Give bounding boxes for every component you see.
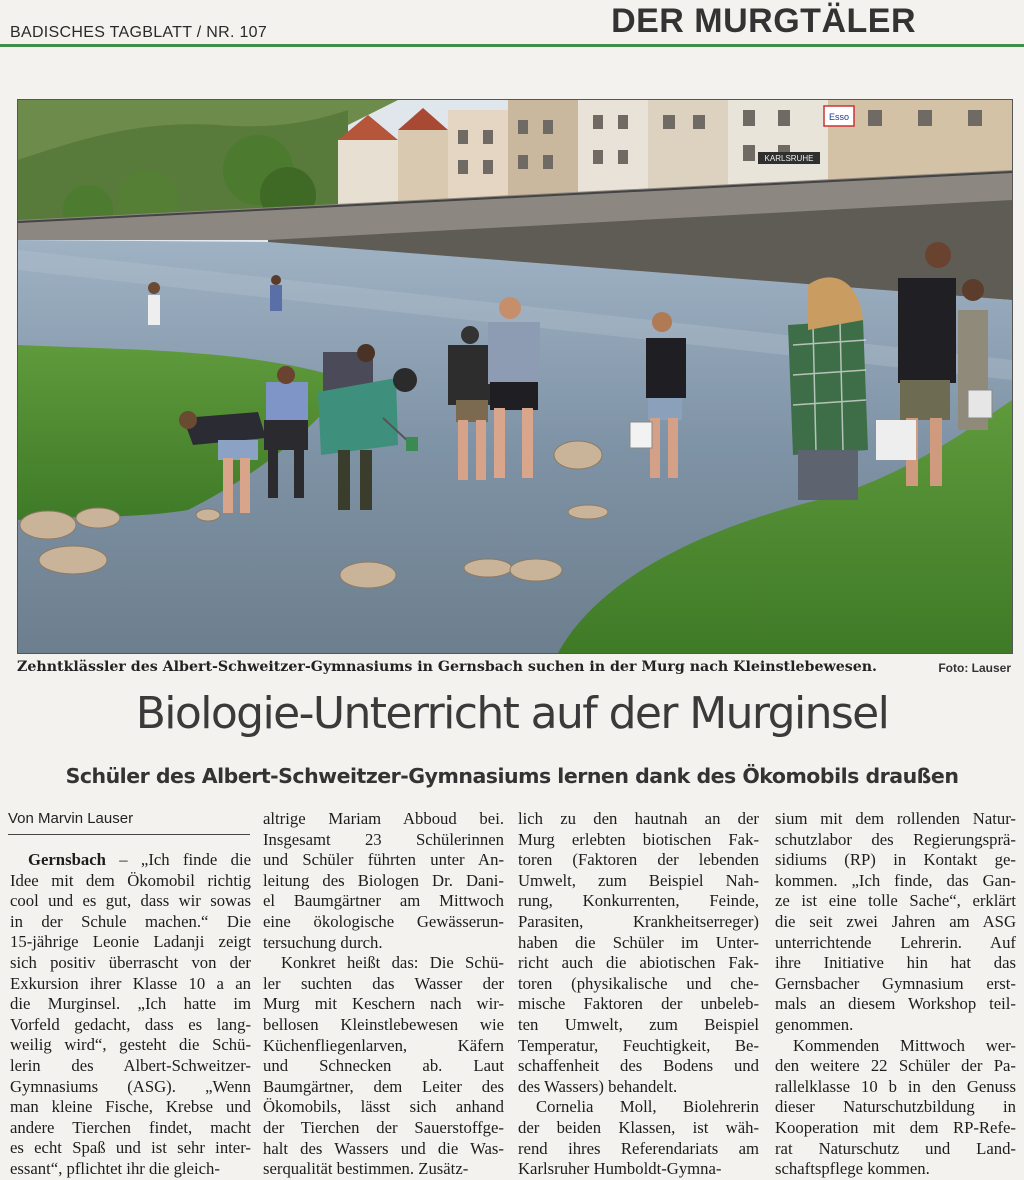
masthead-rule	[0, 44, 1024, 47]
article-line: leitung des Biologen Dr. Dani-	[263, 870, 504, 890]
article-line: rat Naturschutz und Land-	[775, 1138, 1016, 1158]
article-line: rend ihres Referendariats am	[518, 1138, 759, 1158]
article-line	[10, 850, 251, 871]
article-line: sich positiv überrascht von der	[10, 952, 251, 972]
article-line: Kooperation mit dem RP-Refe-	[775, 1117, 1016, 1137]
article-line: lich zu den hautnah an der	[518, 809, 759, 828]
article-line: ihre Initiative hin hat das	[775, 953, 1016, 973]
article-line: 15-jährige Leonie Ladanji zeigt	[10, 932, 251, 952]
article-line: andere Tierchen findet, macht	[10, 1117, 251, 1137]
article-line: der beiden Klassen, ist wäh-	[518, 1117, 759, 1137]
article-line: Parasiten, Krankheitserreger)	[518, 911, 759, 931]
article-line: Temperatur, Feuchtigkeit, Be-	[518, 1035, 759, 1055]
article-line: Baumgärtner, dem Leiter des	[263, 1076, 504, 1096]
byline: Von Marvin Lauser	[8, 810, 250, 835]
article-line: bellosen Kleinstlebewesen wie	[263, 1014, 504, 1034]
article-line: halt des Wassers und die Was-	[263, 1138, 504, 1158]
article-line: Insgesamt 23 Schülerinnen	[263, 829, 504, 849]
article-line: genommen.	[775, 1014, 854, 1034]
article-line: altrige Mariam Abboud bei.	[263, 809, 504, 828]
article-line: Kommenden Mittwoch wer-	[793, 1035, 1016, 1055]
paper-name-issue: BADISCHES TAGBLATT / NR. 107	[10, 24, 268, 41]
article-line: Gymnasiums (ASG). „Wenn	[10, 1076, 251, 1096]
article-photo	[17, 99, 1013, 654]
article-line: tersuchung durch.	[263, 932, 383, 952]
article-line: rung, Konkurrenten, Feinde,	[518, 891, 759, 911]
article-line: Konkret heißt das: Die Schü-	[281, 953, 504, 973]
article-line: cool und es gut, dass wir sowas	[10, 891, 251, 911]
article-line: ten Umwelt, zum Beispiel	[518, 1014, 759, 1034]
article-line: die Murginsel. „Ich hatte im	[10, 994, 251, 1014]
article-line: richt auch die abiotischen Fak-	[518, 953, 759, 973]
article-line: des Wassers) behandelt.	[518, 1076, 678, 1096]
article-line-text: – „Ich finde die	[105, 850, 251, 869]
article-line: schaftspflege kommen.	[775, 1159, 930, 1179]
article-line: essant“, pflichtet ihr die gleich-	[10, 1158, 220, 1178]
article-line: schaffenheit des Bodens und	[518, 1056, 759, 1076]
sign-esso: Esso	[828, 112, 850, 122]
article-line: sium mit dem rollenden Natur-	[775, 809, 1016, 828]
article-line: ler suchten das Wasser der	[263, 973, 504, 993]
article-line: sidiums (RP) in Kontakt ge-	[775, 850, 1016, 870]
headline: Biologie-Unterricht auf der Murginsel	[135, 688, 889, 739]
article-column-1	[10, 850, 251, 1180]
article-line: man kleine Fische, Krebse und	[10, 1097, 251, 1117]
subheadline: Schüler des Albert-Schweitzer-Gymnasiums lernen dank des Ökomobils draußen	[65, 764, 959, 788]
masthead	[0, 0, 1024, 48]
article-line: Murg mit Keschern nach wir-	[263, 994, 504, 1014]
section-title: DER MURGTÄLER	[611, 2, 916, 40]
article-line: mische Faktoren der unbeleb-	[518, 994, 759, 1014]
article-line: toren (Faktoren der lebenden	[518, 850, 759, 870]
article-line: schutzlabor des Regierungsprä-	[775, 829, 1016, 849]
article-line: die seit zwei Jahren am ASG	[775, 911, 1016, 931]
article-line: Gernsbacher Gymnasium erst-	[775, 973, 1016, 993]
article-line: den weitere 22 Schüler der Pa-	[775, 1056, 1016, 1076]
article-line: Karlsruher Humboldt-Gymna-	[518, 1159, 722, 1179]
photo-illustration	[18, 100, 1012, 653]
article-line: lerin des Albert-Schweitzer-	[10, 1055, 251, 1075]
article-line: Umwelt, zum Beispiel Nah-	[518, 870, 759, 890]
photo-caption	[17, 659, 1011, 681]
photo-credit: Foto: Lauser	[938, 661, 1011, 675]
article-line: haben die Schüler im Unter-	[518, 932, 759, 952]
article-line: kommen. „Ich finde, das Gan-	[775, 870, 1016, 890]
caption-text: Zehntklässler des Albert-Schweitzer-Gymnasiums in Gernsbach suchen in der Murg nach Kleinstlebewesen.	[17, 659, 877, 675]
article-line: es echt Spaß und ist sehr inter-	[10, 1138, 251, 1158]
article-line: Cornelia Moll, Biolehrerin	[536, 1097, 759, 1117]
article-line: unterrichtende Lehrerin. Auf	[775, 932, 1016, 952]
article-column-2	[263, 809, 504, 1180]
article-line: Vorfeld gedacht, dass es lang-	[10, 1014, 251, 1034]
article-line: dieser Naturschutzbildung in	[775, 1097, 1016, 1117]
sign-karlsruhe: KARLSRUHE	[764, 154, 814, 163]
article-line: mals an diesem Workshop teil-	[775, 994, 1016, 1014]
article-column-4	[775, 809, 1016, 1180]
article-line: ze ist eine tolle Sache“, erklärt	[775, 891, 1016, 911]
dateline: Gernsbach	[28, 850, 106, 869]
article-line: Exkursion ihrer Klasse 10 a an	[10, 973, 251, 993]
article-line: rallelklasse 10 b in den Genuss	[775, 1076, 1016, 1096]
article-line: toren (physikalische und che-	[518, 973, 759, 993]
article-line: Küchenfliegenlarven, Käfern	[263, 1035, 504, 1055]
article-line: eine ökologische Gewässerun-	[263, 911, 504, 931]
article-line: und Schüler führten unter An-	[263, 850, 504, 870]
article-line: el Baumgärtner am Mittwoch	[263, 891, 504, 911]
article-line: Murg erlebten biotischen Fak-	[518, 829, 759, 849]
article-line: Idee mit dem Ökomobil richtig	[10, 870, 251, 890]
article-line: Ökomobils, lässt sich anhand	[263, 1097, 504, 1117]
article-column-3	[518, 809, 759, 1180]
article-line: serqualität bestimmen. Zusätz-	[263, 1159, 469, 1179]
article-line: und Schnecken ab. Laut	[263, 1056, 504, 1076]
article-line: der Tierchen der Sauerstoffge-	[263, 1117, 504, 1137]
article-line: weilig wird“, gesteht die Schü-	[10, 1035, 251, 1055]
article-line: in der Schule machen.“ Die	[10, 911, 251, 931]
